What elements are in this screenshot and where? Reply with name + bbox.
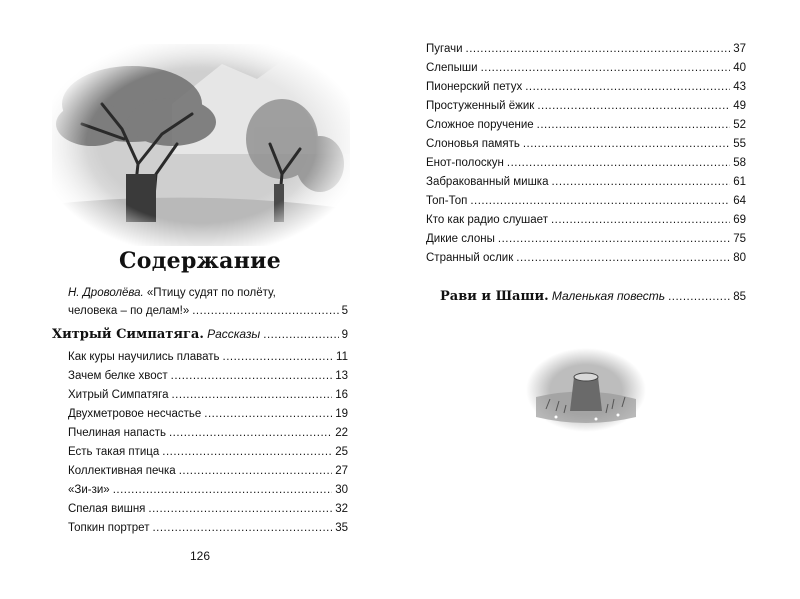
toc-row [68, 462, 348, 480]
toc-row [426, 249, 746, 267]
dot-leader [466, 40, 731, 58]
tree-illustration [52, 44, 350, 246]
dot-leader [169, 424, 332, 442]
toc-row [68, 481, 348, 499]
toc-row [68, 405, 348, 423]
toc-title: Пугачи [426, 43, 463, 55]
toc-title: Спелая вишня [68, 503, 146, 515]
toc-title: Кто как радио слушает [426, 214, 548, 226]
toc-page: 49 [733, 100, 746, 112]
toc-row [426, 78, 746, 96]
toc-page: 61 [733, 176, 746, 188]
dot-leader [152, 519, 332, 537]
toc-title: Как куры научились плавать [68, 351, 220, 363]
toc-page: 43 [733, 81, 746, 93]
stump-illustration [526, 347, 646, 433]
section-subtitle: Маленькая повесть [551, 289, 666, 303]
toc-page: 11 [336, 351, 348, 363]
toc-title: Пионерский петух [426, 81, 523, 93]
dot-leader [551, 211, 730, 229]
section-row [440, 287, 746, 306]
toc-page: 13 [335, 370, 348, 382]
dot-leader [192, 302, 338, 320]
toc-row [68, 302, 348, 320]
page-number: 126 [189, 549, 211, 563]
section-title: Рави и Шаши. [440, 289, 549, 304]
toc-page: 35 [335, 522, 348, 534]
dot-leader [470, 192, 730, 210]
toc-row [426, 154, 746, 172]
dot-leader [179, 462, 333, 480]
toc-row [68, 443, 348, 461]
dot-leader [507, 154, 730, 172]
toc-title: Зачем белке хвост [68, 370, 168, 382]
dot-leader [162, 443, 332, 461]
toc-page: 30 [335, 484, 348, 496]
dot-leader [551, 173, 730, 191]
toc-title: Дикие слоны [426, 233, 495, 245]
preface-title-line-2: человека – по делам!» [68, 305, 190, 317]
toc-page: 37 [733, 43, 746, 55]
section-subtitle: Рассказы [207, 327, 261, 341]
toc-row [68, 519, 348, 537]
dot-leader [171, 367, 333, 385]
toc-title: Хитрый Симпатяга [68, 389, 169, 401]
right-page [400, 0, 800, 599]
dot-leader [498, 230, 730, 248]
section-page: 9 [341, 329, 348, 341]
dot-leader [263, 326, 338, 344]
toc-page: 27 [335, 465, 348, 477]
dot-leader [204, 405, 332, 423]
dot-leader [223, 348, 334, 366]
toc-row [426, 211, 746, 229]
toc-row [68, 386, 348, 404]
toc-page: 55 [733, 138, 746, 150]
toc-row [426, 230, 746, 248]
toc-row [426, 173, 746, 191]
toc-row [426, 135, 746, 153]
dot-leader [481, 59, 731, 77]
toc-row [426, 40, 746, 58]
dot-leader [668, 288, 730, 306]
dot-leader [523, 135, 730, 153]
contents-title: Содержание [118, 248, 282, 274]
toc-title: Простуженный ёжик [426, 100, 535, 112]
preface-line-1 [68, 284, 348, 302]
dot-leader [537, 116, 731, 134]
toc-page: 80 [733, 252, 746, 264]
toc-page: 75 [733, 233, 746, 245]
section-row [52, 325, 348, 344]
dot-leader [525, 78, 730, 96]
toc-title: Странный ослик [426, 252, 514, 264]
toc-row [426, 59, 746, 77]
toc-title: Двухметровое несчастье [68, 408, 202, 420]
toc-row [68, 424, 348, 442]
toc-title: «Зи-зи» [68, 484, 110, 496]
section-title: Хитрый Симпатяга. [52, 327, 204, 342]
preface-page: 5 [341, 305, 348, 317]
preface-title-line-1: «Птицу судят по полёту, [146, 287, 276, 299]
toc-title: Енот-полоскун [426, 157, 504, 169]
toc-page: 52 [733, 119, 746, 131]
toc-title: Сложное поручение [426, 119, 534, 131]
preface-author: Н. Дроволёва. [68, 287, 144, 299]
dot-leader [148, 500, 332, 518]
toc-title: Топкин портрет [68, 522, 150, 534]
toc-title: Есть такая птица [68, 446, 160, 458]
toc-page: 25 [335, 446, 348, 458]
toc-row [68, 348, 348, 366]
toc-title: Топ-Топ [426, 195, 468, 207]
toc-title: Забракованный мишка [426, 176, 549, 188]
toc-row [68, 500, 348, 518]
toc-row [426, 97, 746, 115]
toc-page: 64 [733, 195, 746, 207]
toc-title: Коллективная печка [68, 465, 176, 477]
toc-page: 40 [733, 62, 746, 74]
toc-page: 22 [335, 427, 348, 439]
dot-leader [113, 481, 333, 499]
toc-row [426, 192, 746, 210]
section-page: 85 [733, 291, 746, 303]
dot-leader [537, 97, 730, 115]
toc-title: Слепыши [426, 62, 478, 74]
dot-leader [516, 249, 730, 267]
toc-page: 58 [733, 157, 746, 169]
toc-page: 19 [335, 408, 348, 420]
toc-title: Пчелиная напасть [68, 427, 166, 439]
toc-page: 32 [335, 503, 348, 515]
toc-page: 69 [733, 214, 746, 226]
toc-row [426, 116, 746, 134]
toc-title: Слоновья память [426, 138, 520, 150]
toc-page: 16 [335, 389, 348, 401]
dot-leader [171, 386, 332, 404]
toc-row [68, 367, 348, 385]
